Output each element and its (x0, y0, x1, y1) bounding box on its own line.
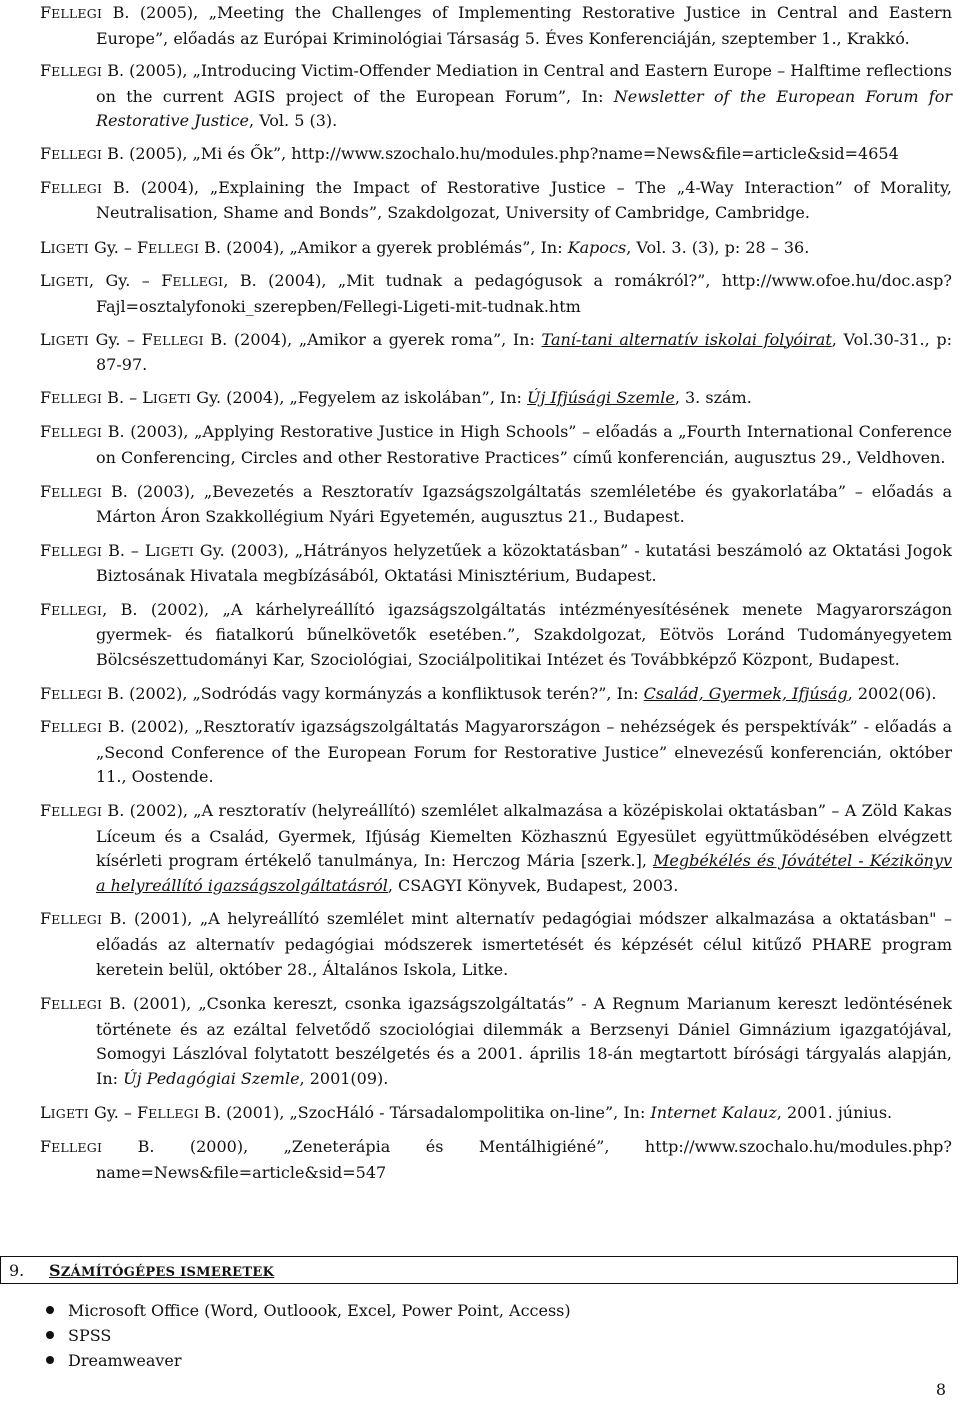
reference-text: ELLEGI (51, 64, 103, 80)
reference-text: F (40, 994, 52, 1014)
reference-text: ELLEGI (51, 146, 103, 162)
reference-text: , 2001(09). (299, 1068, 389, 1088)
reference-text: Gy. (2003), „Hátrányos helyzetűek a közoktatásban” - kutatási beszámoló az Oktatási Jogok Biztosának Hivatala megbízásából, Oktatási Minisztérium, Budapest. (96, 540, 952, 586)
reference-entry (40, 142, 952, 168)
reference-text: B. (2003), „Applying Restorative Justice in High Schools” – előadás a „Fourth International Conference on Conferencing, Circles and other Restorative Practices” című konferencián, augusztus 29., Veldhoven. (96, 422, 952, 467)
reference-entry (40, 269, 952, 319)
reference-entry (40, 1135, 952, 1185)
page-number: 8 (935, 1380, 946, 1399)
reference-text: F (40, 481, 52, 501)
reference-text: , B. (2002), „A kárhelyreállító igazságszolgáltatás intézményesítésének menete Magyarországon gyermek- és fiatalkorú bűnelkövetők esetében.”, Szakdolgozat, Eötvös Loránd Tudományegyetem Bölcsészettudományi Kar, Szociológiai, Szociálpolitikai Intézet és Továbbképző Központ, Budapest. (96, 599, 952, 670)
reference-text: L (40, 1102, 51, 1122)
reference-text: L (40, 237, 51, 257)
reference-text: ELLEGI (51, 543, 103, 559)
reference-text: Taní-tani alternatív iskolai folyóirat (541, 329, 832, 349)
reference-text: L (40, 329, 51, 349)
reference-text: Gy. – (88, 1102, 137, 1122)
reference-text: F (40, 387, 52, 407)
reference-text: Internet Kalauz (650, 1102, 777, 1122)
reference-text: B. (2004), „Amikor a gyerek problémás”, In: (199, 237, 568, 257)
reference-text: IGETI (50, 332, 89, 348)
skill-label: SPSS (68, 1326, 112, 1345)
section-heading (0, 1256, 958, 1284)
reference-text: ELLEGI (172, 274, 224, 290)
reference-entry (40, 715, 952, 790)
reference-text: B. (2001), „SzocHáló - Társadalompolitika on-line”, In: (199, 1102, 651, 1122)
reference-text: , 2002(06). (847, 683, 937, 703)
reference-text: F (40, 683, 52, 703)
reference-text: ELLEGI (51, 390, 103, 406)
section-title: SZÁMÍTÓGÉPES ISMERETEK (49, 1260, 275, 1280)
reference-text: F (40, 717, 52, 737)
reference-text: ELLEGI (51, 484, 103, 500)
reference-text: B. (2005), „Introducing Victim-Offender Mediation in Central and Eastern Europe – Halftime reflections on the current AGIS project of the European Forum”, In: (96, 61, 952, 106)
reference-text: ELLEGI (51, 602, 103, 618)
reference-text: B. (2001), „A helyreállító szemlélet mint alternatív pedagógiai módszer alkalmazása a oktatásban" – előadás az alternatív pedagógiai módszerek ismertetését és képzését célul kitűző PHARE program keretein belül, október 28., Általános Iskola, Litke. (96, 909, 952, 979)
reference-text: ELLEGI (51, 6, 103, 21)
reference-text: , CSAGYI Könyvek, Budapest, 2003. (387, 875, 679, 895)
reference-list (40, 0, 952, 1185)
reference-text: B. (2005), „Mi és Ők”, http://www.szochalo.hu/modules.php?name=News&file=article&sid=4654 (102, 143, 899, 163)
reference-entry (40, 1101, 952, 1127)
reference-entry (40, 420, 952, 470)
reference-text: B. (2005), „Meeting the Challenges of Implementing Restorative Justice in Central and Eastern Europe”, előadás az Európai Kriminológiai Társaság 5. Éves Konferenciáján, szeptember 1., Krakkó. (96, 3, 952, 48)
reference-text: ELLEGI (152, 332, 204, 348)
reference-text: Új Pedagógiai Szemle (123, 1068, 300, 1088)
skill-item (46, 1323, 571, 1348)
reference-entry (40, 539, 952, 589)
reference-text: B. (2004), „Explaining the Impact of Restorative Justice – The „4-Way Interaction” of Morality, Neutralisation, Shame and Bonds”, Szakdolgozat, University of Cambridge, Cambridge. (96, 177, 952, 223)
reference-text: ELLEGI (51, 912, 103, 928)
reference-text: F (40, 801, 52, 821)
reference-text: ELLEGI (148, 1105, 200, 1121)
reference-text: , 3. szám. (674, 387, 752, 407)
reference-text: B. (2000), „Zeneterápia és Mentálhigiéné”, http://www.szochalo.hu/modules.php?name=News&file=article&sid=547 (96, 1137, 952, 1182)
reference-text: F (40, 599, 52, 619)
bullet-icon (46, 1306, 54, 1314)
reference-text: Gy. – (88, 237, 137, 257)
reference-text: Newsletter of the European Forum for Restorative Justice (96, 86, 952, 131)
reference-text: B. (2002), „Resztoratív igazságszolgáltatás Magyarországon – nehézségek és perspektívák” - előadás a „Second Conference of the European Forum for Restorative Justice” elnevezésű konferencián, október 11., Oostende. (96, 717, 952, 787)
reference-text: IGETI (50, 274, 89, 290)
reference-text: , Vol. 5 (3). (249, 111, 338, 131)
bullet-icon (46, 1331, 54, 1339)
reference-text: F (40, 143, 52, 163)
reference-text: Kapocs (567, 237, 627, 257)
reference-text: ELLEGI (51, 804, 103, 820)
reference-entry (40, 59, 952, 134)
reference-text: IGETI (155, 543, 194, 559)
reference-text: F (40, 3, 52, 22)
reference-text: Gy. – (88, 329, 142, 349)
skill-item (46, 1298, 571, 1323)
reference-text: , Gy. – (88, 271, 162, 291)
skills-list (46, 1298, 571, 1373)
reference-text: B. (2004), „Amikor a gyerek roma”, In: (203, 329, 542, 349)
reference-text: F (137, 237, 149, 257)
reference-text: B. (2002), „A resztoratív (helyreállító) szemlélet alkalmazása a középiskolai oktatásban” – A Zöld Kakas Líceum és a Család, Gyermek, Ifjúság Kiemelten Közhasznú Egyesület együttműködésében elvégzett kísérleti program értékelő tanulmánya, In: Herczog Mária [szerk.], (96, 801, 952, 871)
reference-text: F (40, 61, 52, 81)
reference-text: ELLEGI (51, 997, 103, 1013)
reference-text: Család, Gyermek, Ifjúság (643, 683, 848, 703)
reference-text: F (40, 422, 52, 442)
reference-entry (40, 236, 952, 262)
reference-text: F (161, 271, 173, 291)
reference-text: ELLEGI (51, 425, 103, 441)
reference-text: IGETI (50, 240, 89, 256)
reference-text: B. (2002), „Sodródás vagy kormányzás a konfliktusok terén?”, In: (102, 683, 644, 703)
reference-entry (40, 1, 952, 51)
reference-text: Megbékélés és Jóvátétel - Kézikönyv a helyreállító igazságszolgáltatásról (96, 851, 953, 895)
reference-entry (40, 328, 952, 378)
reference-text: Gy. (2004), „Fegyelem az iskolában”, In: (191, 387, 527, 407)
reference-text: L (144, 540, 156, 560)
reference-entry (40, 598, 952, 673)
reference-entry (40, 386, 952, 412)
reference-text: ELLEGI (51, 180, 103, 196)
reference-text: B. (2003), „Bevezetés a Resztoratív Igazságszolgáltatás szemléletébe és gyakorlatába” – előadás a Márton Áron Szakkollégium Nyári Egyetemén, augusztus 21., Budapest. (96, 481, 952, 527)
reference-text: F (40, 540, 52, 560)
bullet-icon (46, 1356, 54, 1364)
reference-text: ELLEGI (51, 686, 103, 702)
reference-text: , Vol.30-31., p: 87-97. (96, 329, 953, 375)
reference-text: B. – (102, 387, 143, 407)
reference-entry (40, 799, 952, 898)
reference-text: , B. (2004), „Mit tudnak a pedagógusok a romákról?”, http://www.ofoe.hu/doc.asp?Fajl=osztalyfonoki_szerepben/Fellegi-Ligeti-mit-tudnak.htm (96, 271, 952, 316)
reference-text: , Vol. 3. (3), p: 28 – 36. (626, 237, 810, 257)
reference-text: ELLEGI (148, 240, 200, 256)
reference-entry (40, 682, 952, 708)
reference-entry (40, 176, 952, 226)
reference-text: F (40, 909, 52, 929)
reference-text: Új Ifjúsági Szemle (526, 387, 675, 407)
reference-text: IGETI (50, 1105, 89, 1121)
reference-text: ELLEGI (51, 720, 103, 736)
reference-entry (40, 992, 952, 1091)
reference-text: F (141, 329, 153, 349)
skill-item (46, 1348, 571, 1373)
reference-text: L (142, 387, 153, 407)
reference-text: ELLEGI (51, 1140, 103, 1156)
reference-text: F (40, 1137, 52, 1157)
skill-label: Microsoft Office (Word, Outloook, Excel, Power Point, Access) (68, 1301, 571, 1320)
reference-text: B. (2001), „Csonka kereszt, csonka igazságszolgáltatás” - A Regnum Marianum kereszt ledöntésének története és az ezáltal felvetődő szociológiai dilemmák a Berzsenyi Dániel Gimnázium igazgatójával, Somogyi Lászlóval folytatott beszélgetés és a 2001. április 18-án megtartott bírósági tárgyalás alapján, In: (96, 994, 952, 1088)
reference-text: IGETI (152, 390, 192, 406)
reference-text: F (137, 1102, 149, 1122)
reference-text: L (40, 271, 51, 291)
reference-text: , 2001. június. (776, 1102, 893, 1122)
reference-entry (40, 480, 952, 530)
reference-text: F (40, 177, 52, 197)
skill-label: Dreamweaver (68, 1351, 182, 1370)
reference-entry (40, 907, 952, 982)
section-number: 9. (9, 1260, 25, 1280)
reference-text: B. – (102, 540, 145, 560)
